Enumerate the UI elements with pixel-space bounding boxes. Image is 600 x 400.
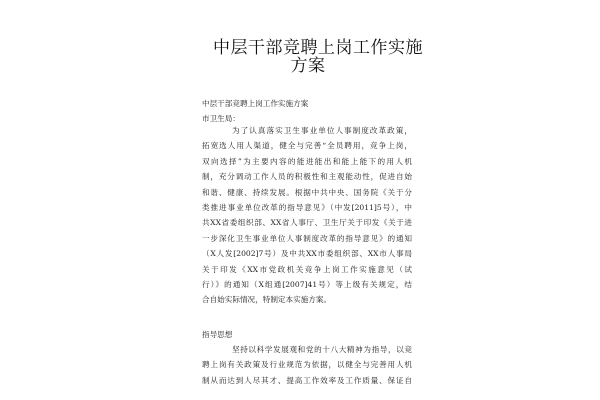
paragraph-line: 一步深化卫生事业单位人事制度改革的指导意见》的通知	[202, 233, 412, 243]
paragraph-guiding	[202, 342, 412, 388]
subject-text: 中层干部竞聘上岗工作实施方案	[202, 99, 309, 108]
paragraph-introduction	[202, 123, 412, 308]
paragraph-line: 行）》的通知（X组通[2007]41号）等上级有关规定，结	[202, 280, 412, 290]
paragraph-line: 关于印发《XX市党政机关竞争上岗工作实施意见（试	[202, 264, 412, 274]
addressee-text: 市卫生局：	[202, 114, 240, 123]
paragraph-line: 和谐、健康、持续发展。根据中共中央、国务院《关于分	[202, 187, 412, 197]
paragraph-line: 拓宽选人用人渠道，健全与完善“全员聘用，竞争上岗，	[202, 141, 412, 151]
heading-guiding-text: 指导思想	[202, 330, 233, 339]
document-title-line-1: 中层干部竞聘上岗工作实施	[213, 38, 423, 58]
paragraph-line: 制，充分调动工作人员的积极性和主观能动性，促进自始	[202, 172, 412, 182]
paragraph-line: 为了认真落实卫生事业单位人事制度改革政策，	[232, 126, 412, 135]
document-title-line-2: 方案	[290, 56, 326, 76]
section-heading	[202, 327, 412, 342]
paragraph-line: 聘上岗有关政策及行业规范为依据，以健全与完善用人机	[202, 360, 412, 370]
paragraph-line: 制从而达到人尽其才、提高工作效率及工作质量、保证自	[202, 375, 412, 385]
paragraph-line: 坚持以科学发展观和党的十八大精神为指导，以竞	[232, 345, 412, 354]
paragraph-line: 类推进事业单位改革的指导意见》（中发[2011]5号），中	[202, 203, 412, 213]
paragraph-line: 合自始实际情况，特制定本实施方案。	[202, 295, 332, 305]
paragraph-line: （X人发[2002]7号）及中共XX市委组织部、XX市人事局	[202, 249, 412, 259]
document-subject	[202, 96, 412, 111]
paragraph-line: 共XX省委组织部、XX省人事厅、卫生厅关于印发《关于进	[202, 218, 412, 228]
paragraph-line: 双向选择”为主要内容的能进能出和能上能下的用人机	[202, 156, 412, 166]
